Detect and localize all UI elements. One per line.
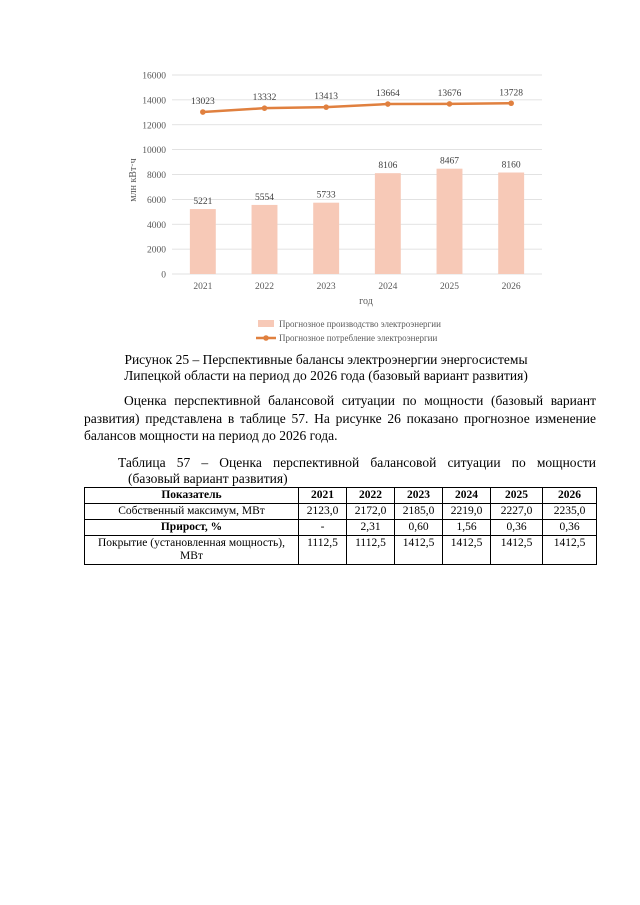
y-tick-label: 14000 <box>142 96 166 107</box>
bar-value-label: 5554 <box>255 192 274 203</box>
line-value-label: 13676 <box>437 88 462 99</box>
table-cell: 1412,5 <box>491 536 543 565</box>
y-tick-label: 12000 <box>142 121 166 132</box>
consumption-point <box>200 109 206 115</box>
consumption-point <box>262 105 268 111</box>
x-axis-label: год <box>359 296 373 307</box>
table-cell: 2219,0 <box>443 504 491 520</box>
bar-value-label: 8106 <box>378 161 398 172</box>
y-tick-label: 10000 <box>142 146 166 157</box>
production-bar <box>190 209 216 274</box>
bar-value-label: 5733 <box>316 190 336 201</box>
figure-caption: Рисунок 25 – Перспективные балансы электроэнергии энергосистемы Липецкой области на период до 2026 года (базовый вариант развития) <box>124 352 528 383</box>
table-row <box>85 520 597 536</box>
y-tick-label: 2000 <box>147 245 166 256</box>
x-tick-label: 2023 <box>316 282 336 292</box>
x-tick-label: 2022 <box>255 282 274 292</box>
consumption-point <box>323 104 329 110</box>
y-tick-labels <box>142 72 166 281</box>
chart-legend <box>256 319 441 343</box>
table-header-row <box>85 488 597 504</box>
table-cell: - <box>299 520 347 536</box>
bar-value-label: 8160 <box>501 160 521 171</box>
x-tick-label: 2024 <box>378 282 398 292</box>
y-tick-label: 8000 <box>147 171 166 181</box>
line-value-label: 13728 <box>499 88 524 99</box>
consumption-point <box>447 101 453 107</box>
header-cell: 2021 <box>299 488 347 504</box>
consumption-point <box>385 101 391 107</box>
header-cell: 2022 <box>347 488 395 504</box>
header-cell: 2025 <box>491 488 543 504</box>
table-cell: 1,56 <box>443 520 491 536</box>
table-cell: 0,36 <box>491 520 543 536</box>
production-bar <box>437 169 463 274</box>
y-axis-label: млн кВт·ч <box>128 158 139 202</box>
line-value-label: 13332 <box>252 93 277 104</box>
header-cell: 2026 <box>543 488 597 504</box>
table-cell: 2227,0 <box>491 504 543 520</box>
table-cell: 1112,5 <box>347 536 395 565</box>
body-paragraph: Оценка перспективной балансовой ситуации по мощности (базовый вариант развития) представлена в таблице 57. На рисунке 26 показано прогнозное изменение балансов мощности на период до 2026 года. <box>84 393 596 443</box>
balance-chart <box>110 62 550 347</box>
production-bar <box>375 173 401 274</box>
row-label: Покрытие (установленная мощность), МВт <box>85 536 299 565</box>
production-bar <box>252 205 278 274</box>
line-value-label: 13664 <box>375 89 400 100</box>
production-bars <box>190 169 524 274</box>
legend-production-swatch <box>258 320 274 327</box>
table-cell: 2123,0 <box>299 504 347 520</box>
table-cell: 2235,0 <box>543 504 597 520</box>
table-row <box>85 536 597 565</box>
y-tick-label: 16000 <box>142 71 166 82</box>
table-caption-line2: (базовый вариант развития) <box>128 471 288 486</box>
table-caption-line1: Таблица 57 – Оценка перспективной балансовой ситуации по мощности <box>118 455 596 470</box>
table-cell: 0,36 <box>543 520 597 536</box>
legend-consumption-label: Прогнозное потребление электроэнергии <box>279 333 438 343</box>
table-cell: 2,31 <box>347 520 395 536</box>
table-cell: 1412,5 <box>443 536 491 565</box>
production-bar <box>313 203 339 274</box>
y-tick-label: 0 <box>161 270 166 281</box>
production-bar <box>498 173 524 274</box>
balance-table <box>84 487 597 565</box>
table-cell: 2185,0 <box>395 504 443 520</box>
legend-consumption-marker <box>263 335 269 341</box>
x-tick-labels <box>193 282 521 292</box>
row-label: Собственный максимум, МВт <box>85 504 299 520</box>
table-caption <box>84 455 596 487</box>
consumption-line <box>200 100 514 114</box>
bar-value-label: 5221 <box>193 197 213 208</box>
x-tick-label: 2025 <box>440 282 459 292</box>
header-cell: Показатель <box>85 488 299 504</box>
header-cell: 2024 <box>443 488 491 504</box>
consumption-point <box>508 100 514 106</box>
x-tick-label: 2021 <box>193 282 213 292</box>
y-tick-label: 4000 <box>147 220 166 231</box>
table-cell: 1412,5 <box>395 536 443 565</box>
y-tick-label: 6000 <box>147 195 166 206</box>
consumption-polyline <box>203 103 511 112</box>
table-cell: 0,60 <box>395 520 443 536</box>
header-cell: 2023 <box>395 488 443 504</box>
legend-production-label: Прогнозное производство электроэнергии <box>279 319 441 329</box>
line-value-label: 13413 <box>314 92 339 103</box>
row-label: Прирост, % <box>85 520 299 536</box>
table-cell: 1412,5 <box>543 536 597 565</box>
x-tick-label: 2026 <box>501 282 521 292</box>
bar-value-label: 8467 <box>440 156 459 167</box>
table-cell: 2172,0 <box>347 504 395 520</box>
table-cell: 1112,5 <box>299 536 347 565</box>
table-row <box>85 504 597 520</box>
line-value-label: 13023 <box>190 97 215 108</box>
